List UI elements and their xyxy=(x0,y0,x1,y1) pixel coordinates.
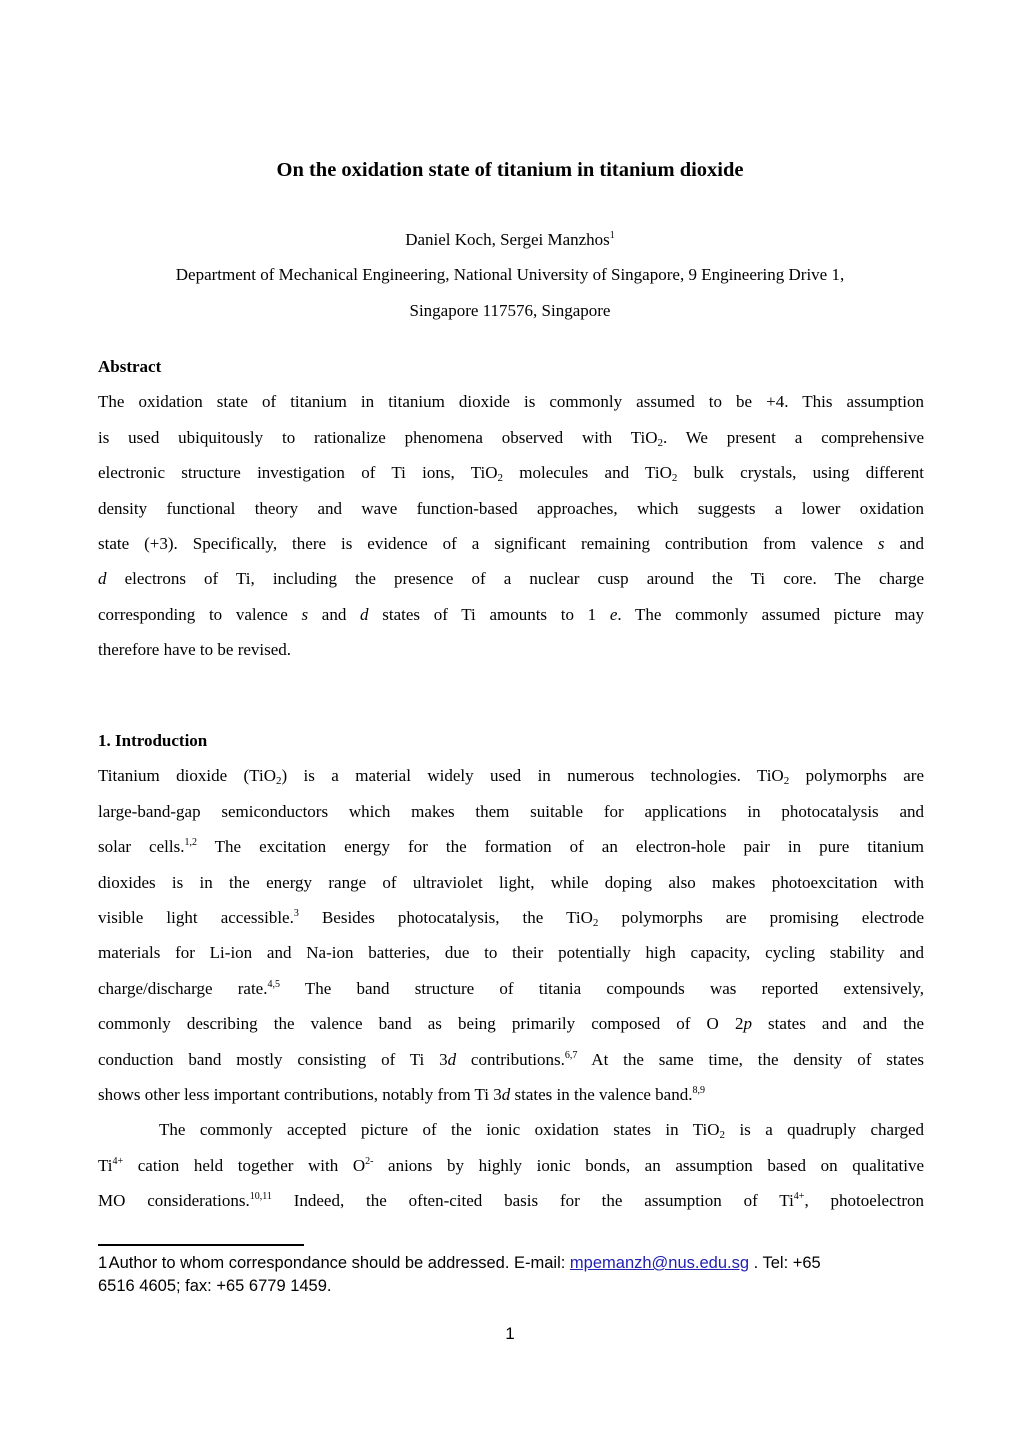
text-span: dioxides is in the energy range of ultraviolet light, while doping also makes photoexcitation with xyxy=(98,872,924,892)
text-span: large-band-gap semiconductors which makes them suitable for applications in photocatalysis and xyxy=(98,801,924,821)
intro-line xyxy=(98,794,924,829)
intro-line xyxy=(98,758,924,793)
author-line xyxy=(0,228,1020,252)
email-link[interactable]: mpemanzh@nus.edu.sg xyxy=(569,1254,750,1272)
text-span: states and and the xyxy=(751,1014,924,1034)
abstract-line xyxy=(98,561,924,596)
text-span: The commonly accepted picture of the ionic oxidation states in TiO xyxy=(159,1120,720,1140)
text-span: and xyxy=(308,604,361,624)
italic-span: d xyxy=(447,1049,457,1069)
footnote-text: . Tel: +65 xyxy=(749,1254,821,1272)
text-span: cation held together with O xyxy=(123,1155,366,1175)
introduction-section xyxy=(98,723,924,1218)
text-span: Besides photocatalysis, the TiO xyxy=(298,907,593,927)
text-span: bulk crystals, using different xyxy=(677,463,924,483)
text-span: anions by highly ionic bonds, an assumption based on qualitative xyxy=(373,1155,924,1175)
subscript: 2 xyxy=(275,775,282,788)
text-span: ) is a material widely used in numerous technologies. TiO xyxy=(281,766,784,786)
subscript: 2 xyxy=(657,436,663,449)
abstract-line xyxy=(98,526,924,561)
text-span: corresponding to valence xyxy=(98,604,302,624)
subscript: 2 xyxy=(719,1129,726,1142)
text-span: therefore have to be revised. xyxy=(98,640,292,660)
introduction-heading: 1. Introduction xyxy=(98,731,208,750)
charge-superscript: 4+ xyxy=(112,1155,124,1167)
italic-span: d xyxy=(98,569,107,589)
intro-line xyxy=(98,971,924,1006)
italic-span: d xyxy=(501,1084,511,1104)
footnote-text: Author to whom correspondance should be addressed. E-mail: xyxy=(108,1254,570,1272)
text-span: electrons of Ti, including the presence of a nuclear cusp around the Ti core. The charge xyxy=(106,569,924,589)
subscript: 2 xyxy=(671,472,678,485)
affiliation-line-1: Department of Mechanical Engineering, National University of Singapore, 9 Engineering Drive 1, xyxy=(175,265,845,284)
citation-superscript: 1,2 xyxy=(184,837,197,849)
paper-title: On the oxidation state of titanium in titanium dioxide xyxy=(276,159,744,181)
intro-line xyxy=(98,900,924,935)
author-footnote-mark: 1 xyxy=(609,230,615,241)
text-span: Ti xyxy=(98,1155,113,1175)
text-span: The oxidation state of titanium in titanium dioxide is commonly assumed to be +4. This assumption xyxy=(98,392,924,412)
abstract-line xyxy=(98,632,924,667)
intro-line xyxy=(98,935,924,970)
subscript: 2 xyxy=(497,472,504,485)
text-span: states of Ti amounts to 1 xyxy=(368,604,610,624)
text-span: , photoelectron xyxy=(804,1191,924,1211)
citation-superscript: 4,5 xyxy=(267,978,280,990)
text-span: . We present a comprehensive xyxy=(662,427,924,447)
subscript: 2 xyxy=(592,916,599,929)
italic-span: d xyxy=(360,604,369,624)
text-span: charge/discharge rate. xyxy=(98,978,268,998)
intro-line xyxy=(98,1183,924,1218)
text-span: molecules and TiO xyxy=(503,463,672,483)
text-span: and xyxy=(884,533,924,553)
intro-line xyxy=(98,1148,924,1183)
footnote-line-2: 6516 4605; fax: +65 6779 1459. xyxy=(98,1277,332,1295)
citation-superscript: 8,9 xyxy=(692,1084,705,1096)
text-span: contributions. xyxy=(456,1049,565,1069)
text-span: visible light accessible. xyxy=(98,907,294,927)
text-span: . The commonly assumed picture may xyxy=(617,604,924,624)
text-span: electronic structure investigation of Ti ions, TiO xyxy=(98,463,498,483)
intro-line xyxy=(98,1112,924,1147)
text-span: Titanium dioxide (TiO xyxy=(98,766,276,786)
abstract-line xyxy=(98,420,924,455)
intro-line xyxy=(98,865,924,900)
abstract-section xyxy=(98,349,924,668)
italic-span: p xyxy=(743,1014,752,1034)
abstract-line xyxy=(98,491,924,526)
author-names: Daniel Koch, Sergei Manzhos xyxy=(405,230,610,249)
text-span: commonly describing the valence band as being primarily composed of O 2 xyxy=(98,1014,744,1034)
text-span: is used ubiquitously to rationalize phenomena observed with TiO xyxy=(98,427,658,447)
intro-line xyxy=(98,1042,924,1077)
footnote xyxy=(98,1252,928,1298)
charge-superscript: 2- xyxy=(365,1155,374,1167)
citation-superscript: 6,7 xyxy=(564,1049,578,1061)
subscript: 2 xyxy=(783,775,790,788)
abstract-heading: Abstract xyxy=(98,357,162,376)
italic-span: s xyxy=(877,533,885,553)
abstract-line xyxy=(98,455,924,490)
footnote-line-1 xyxy=(98,1252,928,1275)
abstract-line xyxy=(98,597,924,632)
page-number: 1 xyxy=(505,1324,515,1343)
text-span: conduction band mostly consisting of Ti 3 xyxy=(98,1049,448,1069)
text-span: is a quadruply charged xyxy=(725,1120,924,1140)
text-span: polymorphs are xyxy=(789,766,924,786)
text-span: polymorphs are promising electrode xyxy=(598,907,924,927)
text-span: MO considerations. xyxy=(98,1191,250,1211)
footnote-separator xyxy=(98,1244,304,1246)
text-span: The band structure of titania compounds was reported extensively, xyxy=(279,978,924,998)
italic-span: e xyxy=(609,604,618,624)
citation-superscript: 10,11 xyxy=(249,1191,272,1203)
text-span: At the same time, the density of states xyxy=(577,1049,924,1069)
intro-line xyxy=(98,1006,924,1041)
text-span: density functional theory and wave function-based approaches, which suggests a lower oxidation xyxy=(98,498,924,518)
abstract-line xyxy=(98,384,924,419)
footnote-number: 1 xyxy=(98,1254,108,1272)
text-span: state (+3). Specifically, there is evidence of a significant remaining contribution from valence xyxy=(98,533,878,553)
intro-line xyxy=(98,829,924,864)
charge-superscript: 4+ xyxy=(793,1191,805,1203)
text-span: materials for Li-ion and Na-ion batteries, due to their potentially high capacity, cycling stability and xyxy=(98,943,924,963)
affiliation-line-2: Singapore 117576, Singapore xyxy=(409,301,611,320)
text-span: The excitation energy for the formation of an electron-hole pair in pure titanium xyxy=(196,837,924,857)
intro-line xyxy=(98,1077,924,1112)
text-span: states in the valence band. xyxy=(510,1084,693,1104)
citation-superscript: 3 xyxy=(293,907,299,919)
text-span: solar cells. xyxy=(98,837,185,857)
text-span: shows other less important contributions, notably from Ti 3 xyxy=(98,1084,502,1104)
italic-span: s xyxy=(301,604,309,624)
text-span: Indeed, the often-cited basis for the assumption of Ti xyxy=(271,1191,794,1211)
